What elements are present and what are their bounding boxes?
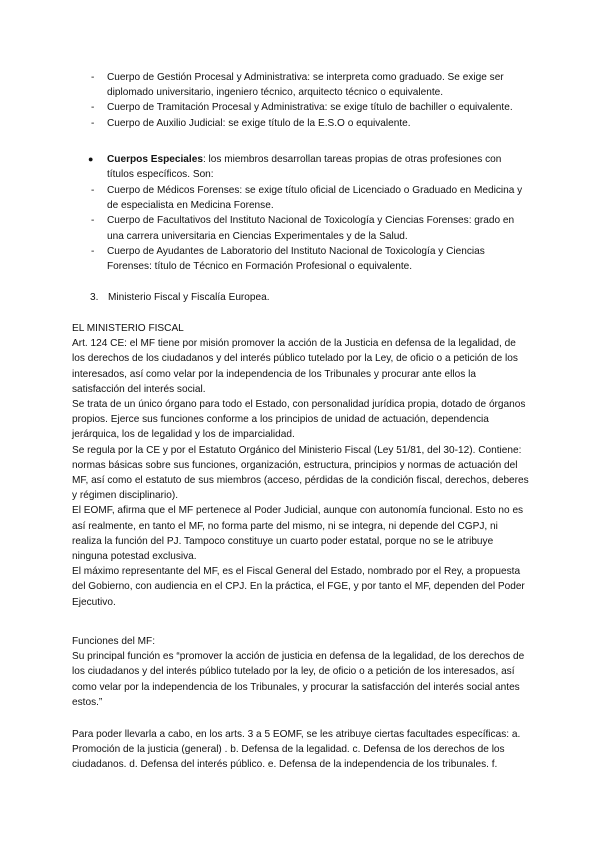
paragraph: Art. 124 CE: el MF tiene por misión promover la acción de la Justicia en defensa de la legalidad, de los derechos de los ciudadanos y del interés público tutelado por la Ley, de oficio o a petición de los interesados, así como velar por la independencia de los Tribunales y procurar ante ellos la satisfacción del interés social. <box>72 338 518 395</box>
numbered-item <box>90 290 538 305</box>
paragraph: Su principal función es “promover la acción de justicia en defensa de la legalidad, de los derechos de los ciudadanos y del interés público tutelado por la ley, de oficio o a petición de los interesados, así como velar por la independencia de los Tribunales, y procurar la satisfacción del interés social antes estos.” <box>72 651 525 708</box>
facultades-section <box>72 727 530 773</box>
bullet-marker: ● <box>88 154 94 164</box>
paragraph: Se trata de un único órgano para todo el Estado, con personalidad jurídica propia, dotado de órganos propios. Ejerce sus funciones conforme a los principios de unidad de actuación, dependencia jerárquica, los de legalidad y los de imparcialidad. <box>72 399 526 441</box>
paragraph: El máximo representante del MF, es el Fiscal General del Estado, nombrado por el Rey, a propuesta del Gobierno, con audiencia en el CPJ. En la práctica, el FGE, y por tanto el MF, dependen del Poder Ejecutivo. <box>72 566 525 608</box>
dash-marker: - <box>91 185 95 196</box>
item-number: 3. <box>90 292 99 303</box>
section-heading: Funciones del MF: <box>72 636 156 647</box>
section-heading: EL MINISTERIO FISCAL <box>72 323 184 334</box>
paragraph: Se regula por la CE y por el Estatuto Orgánico del Ministerio Fiscal (Ley 51/81, del 30-12). Contiene: normas básicas sobre sus funciones, organización, estructura, principios y normas de actuación del MF, así como el estatuto de sus miembros (acceso, pérdidas de la condición fiscal, derechos, deberes y régimen disciplinario). <box>72 444 529 502</box>
dash-marker: - <box>91 102 95 114</box>
paragraph: El EOMF, afirma que el MF pertenece al Poder Judicial, aunque con autonomía funcional. Esto no es así realmente, en tanto el MF, no forma parte del mismo, ni se integra, ni depende del CGPJ, ni realiza la función del PJ. Tampoco constituye un cuarto poder estatal, porque no se le atribuye ninguna potestad exclusiva. <box>72 505 524 563</box>
list-item: ● Cuerpos Especiales: los miembros desarrollan tareas propias de otras profesiones con títulos específicos. Son: <box>88 154 502 181</box>
paragraph: Para poder llevarla a cabo, en los arts. 3 a 5 EOMF, se les atribuye ciertas facultades específicas: a. Promoción de la justicia (general) . b. Defensa de la legalidad. c. Defensa de los derechos de los ciudadanos. d. Defensa del interés público. e. Defensa de la independencia de los tribunales. f. <box>72 729 521 771</box>
list-item: - Cuerpo de Tramitación Procesal y Administrativa: se exige título de bachiller o equivalente. <box>85 100 525 115</box>
especiales-sublist <box>85 183 525 274</box>
dash-marker: - <box>91 215 95 227</box>
numbered-item-text: Ministerio Fiscal y Fiscalía Europea. <box>108 292 270 303</box>
dash-marker: - <box>91 245 95 257</box>
funciones-section <box>72 634 530 710</box>
list-item: - Cuerpo de Auxilio Judicial: se exige título de la E.S.O o equivalente. <box>85 116 525 131</box>
list-item: - Cuerpo de Ayudantes de Laboratorio del Instituto Nacional de Toxicología y Ciencias Forenses: título de Técnico en Formación Profesional o equivalente. <box>91 245 485 273</box>
dash-marker: - <box>91 72 95 83</box>
dash-marker: - <box>91 117 95 129</box>
list-item: - Cuerpo de Facultativos del Instituto Nacional de Toxicología y Ciencias Forenses: grado en una carrera universitaria en Ciencias Experimentales y de la Salud. <box>91 215 515 242</box>
list-item: - Cuerpo de Médicos Forenses: se exige título oficial de Licenciado o Graduado en Medicina y de especialista en Medicina Forense. <box>91 185 523 212</box>
list-item: - Cuerpo de Gestión Procesal y Administrativa: se interpreta como graduado. Se exige ser diplomado universitario, ingeniero técnico, arquitecto técnico o equivalente. <box>91 72 504 99</box>
cuerpos-generales-list <box>85 70 525 131</box>
cuerpos-especiales-list <box>85 152 525 182</box>
ministerio-fiscal-section <box>72 321 530 610</box>
